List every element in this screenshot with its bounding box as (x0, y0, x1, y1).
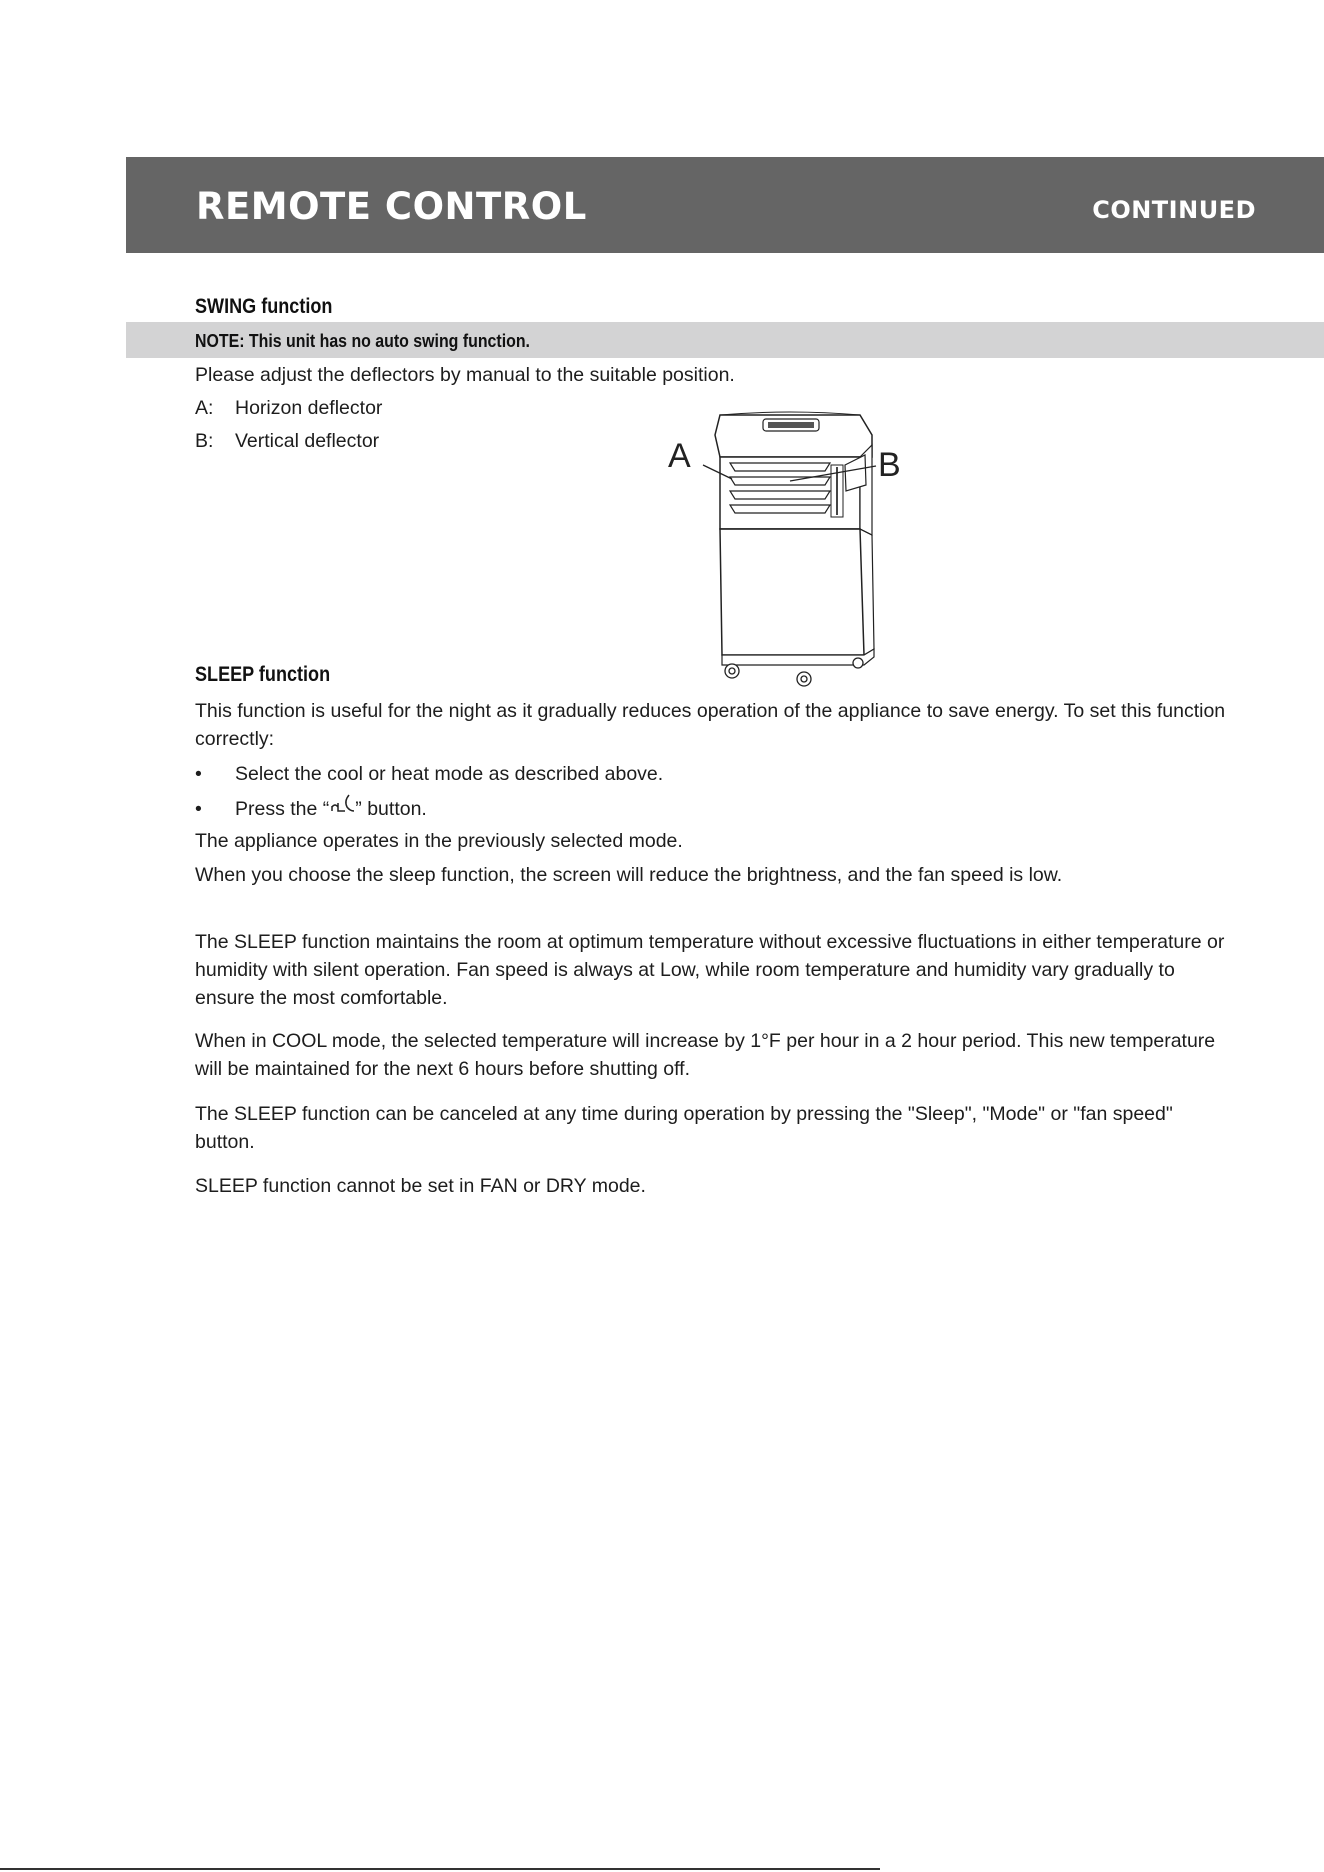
item-text: Vertical deflector (235, 430, 380, 452)
sleep-paragraph-2: When in COOL mode, the selected temperature will increase by 1°F per hour in a 2 hour period. This new temperature will be maintained for the next 6 hours before shutting off. (195, 1030, 1216, 1080)
note-text: NOTE: This unit has no auto swing function. (195, 330, 530, 351)
note-bar (126, 322, 1324, 358)
sleep-paragraph-4: SLEEP function cannot be set in FAN or DRY mode. (195, 1175, 646, 1197)
bullet-item: • Select the cool or heat mode as described above. (195, 760, 1235, 788)
air-conditioner-illustration (660, 405, 920, 695)
sleep-line-2: When you choose the sleep function, the screen will reduce the brightness, and the fan speed is low. (195, 864, 1063, 886)
item-letter: A: (195, 397, 214, 419)
sleep-line-1: The appliance operates in the previously selected mode. (195, 830, 683, 852)
bullet-item: • Press the “ ” button. (195, 793, 1235, 823)
swing-intro: Please adjust the deflectors by manual to the suitable position. (195, 364, 735, 386)
footer-rule (0, 1868, 880, 1870)
sleep-paragraph-3: The SLEEP function can be canceled at any time during operation by pressing the "Sleep", "Mode" or "fan speed" button. (195, 1103, 1173, 1153)
item-text: Horizon deflector (235, 397, 383, 419)
header-bar (126, 157, 1324, 253)
sleep-intro: This function is useful for the night as it gradually reduces operation of the appliance to save energy. To set this function correctly: (195, 700, 1226, 750)
bullet-dot: • (195, 798, 202, 820)
continued-label: CONTINUED (1092, 196, 1256, 224)
item-letter: B: (195, 430, 214, 452)
sleep-icon (329, 793, 355, 817)
sleep-heading: SLEEP function (195, 663, 331, 686)
bullet-dot: • (195, 763, 202, 785)
sleep-paragraph-1: The SLEEP function maintains the room at optimum temperature without excessive fluctuations in either temperature or humidity with silent operation. Fan speed is always at Low, while room temperature and humidity vary gradually to ensure the most comfortable. (195, 931, 1225, 1009)
page-title: REMOTE CONTROL (196, 185, 587, 228)
label-b: B (878, 446, 901, 484)
label-a: A (668, 437, 691, 475)
swing-heading: SWING function (195, 295, 333, 318)
